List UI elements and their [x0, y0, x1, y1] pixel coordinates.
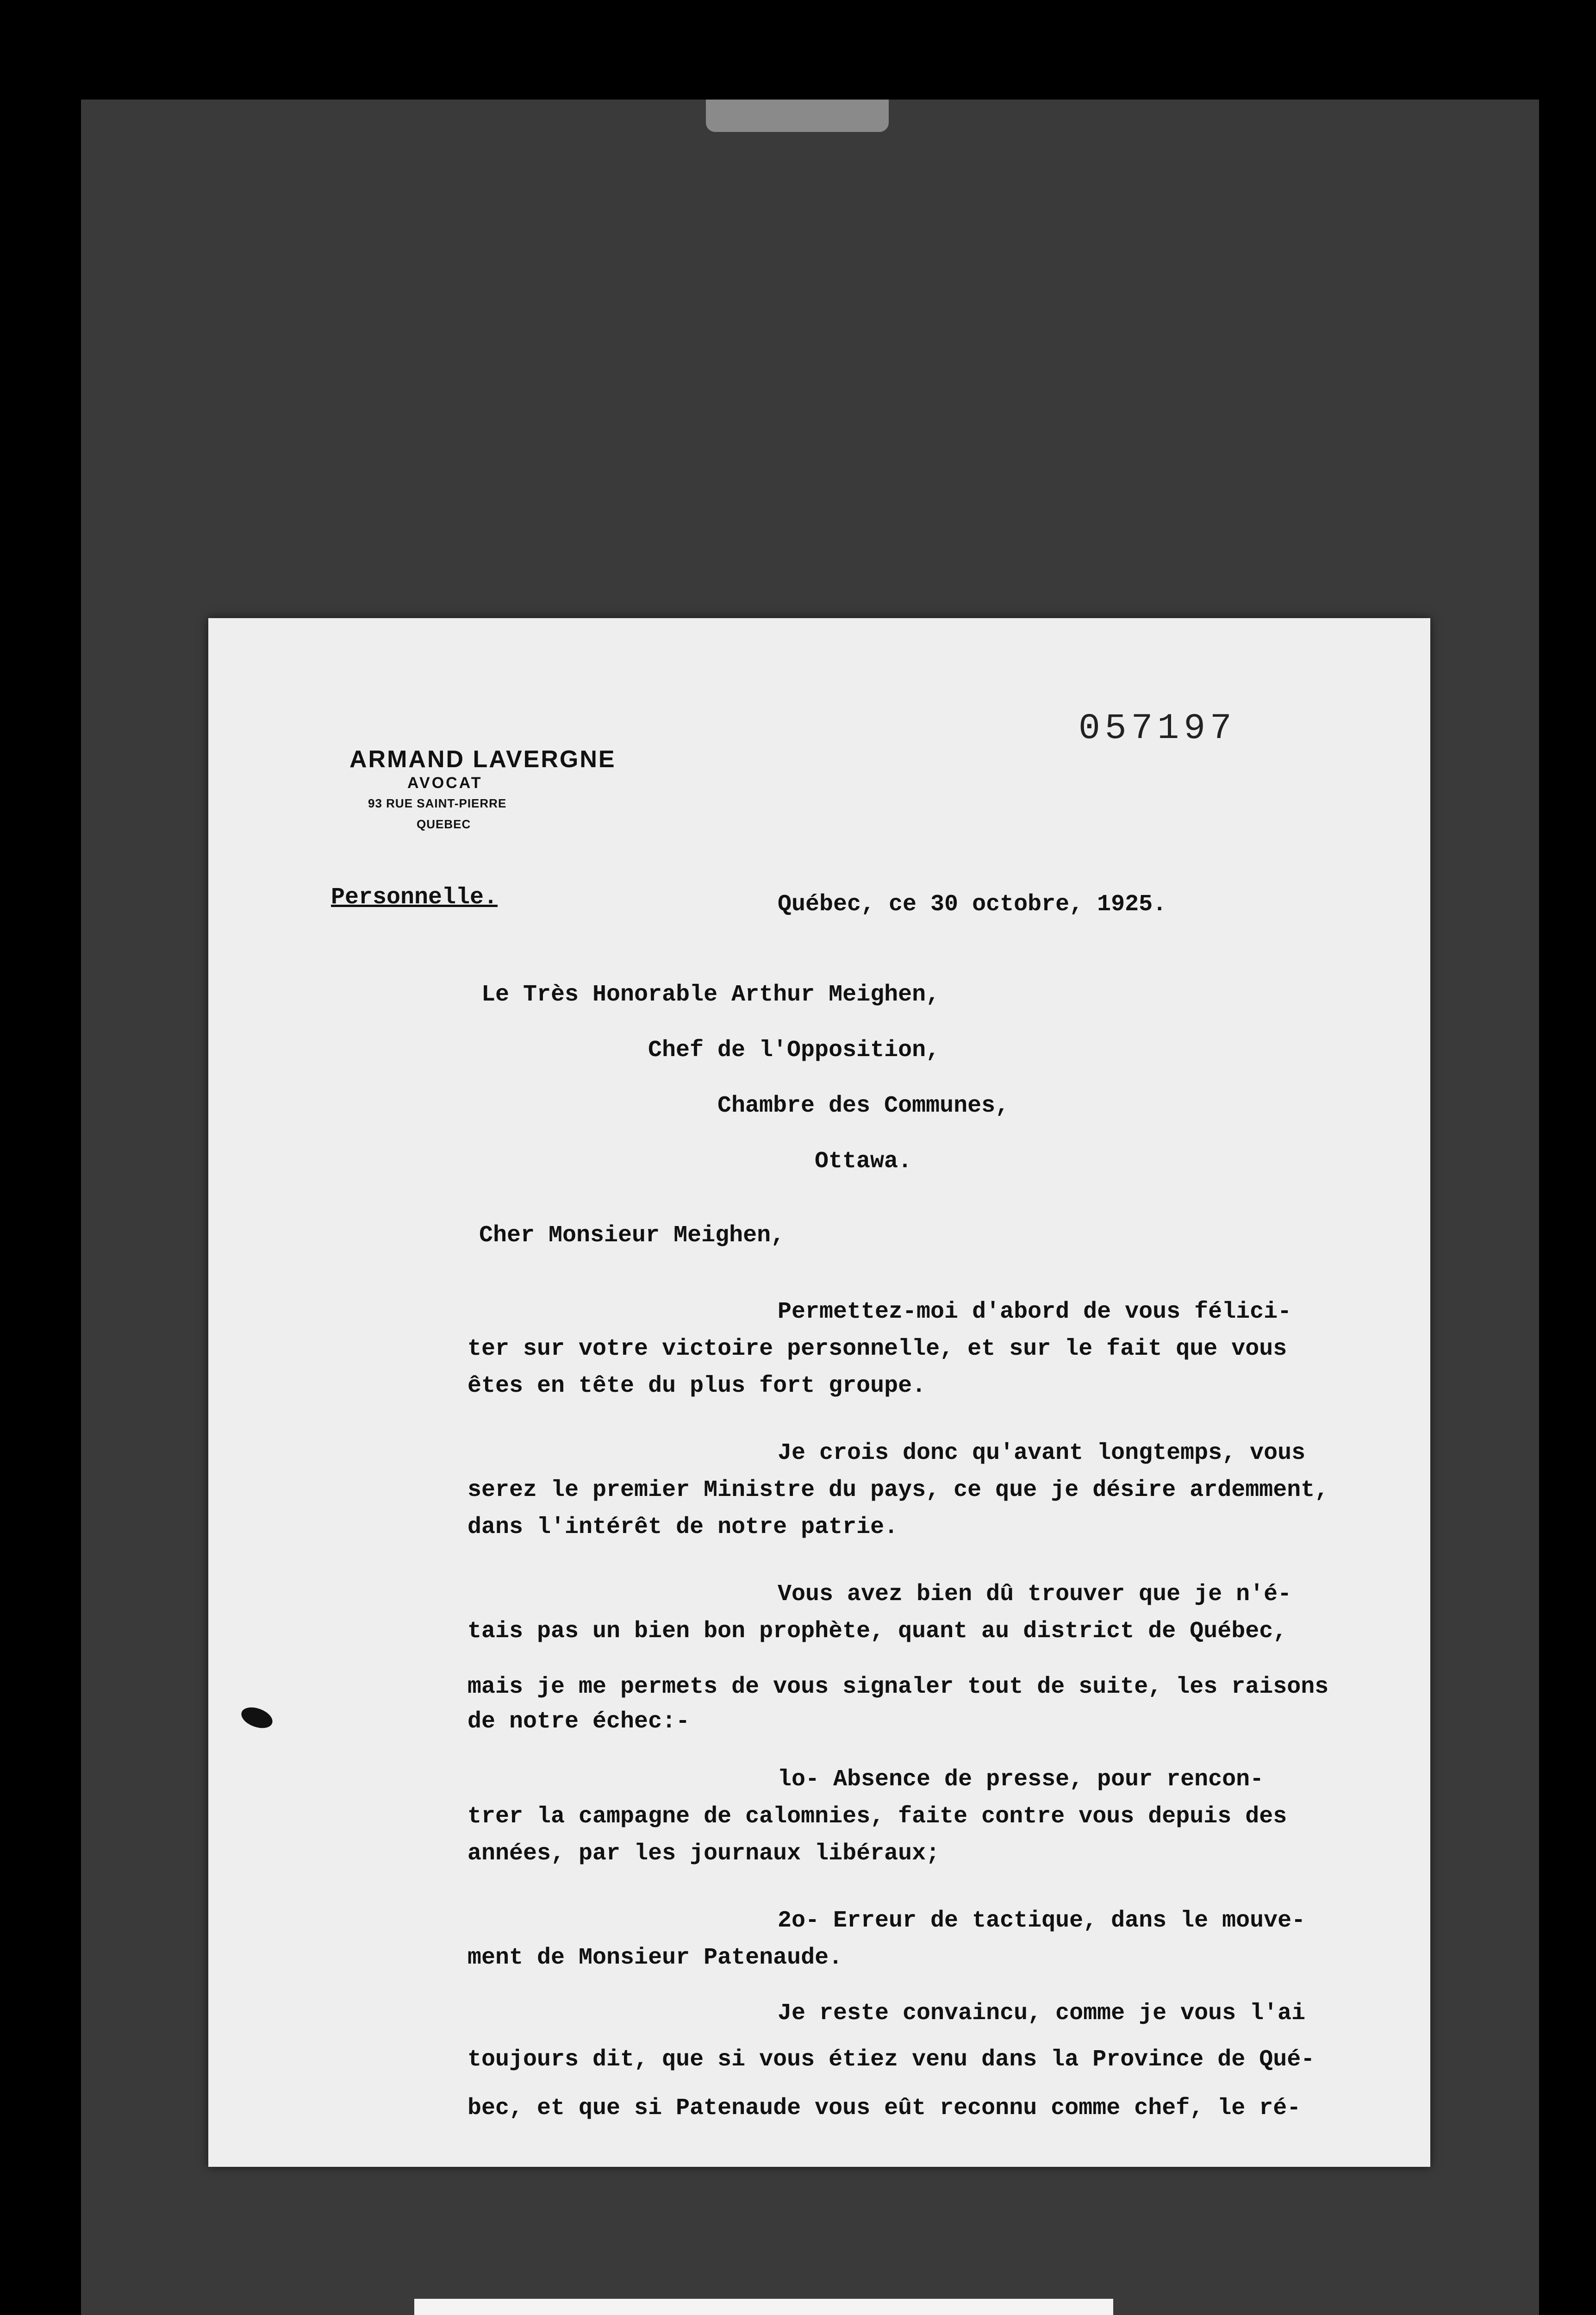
- body-line: mais je me permets de vous signaler tout de suite, les raisons: [468, 1674, 1329, 1700]
- body-line: de notre échec:-: [468, 1708, 690, 1735]
- personal-marking: Personnelle.: [331, 884, 498, 911]
- body-line: Je crois donc qu'avant longtemps, vous: [778, 1440, 1306, 1466]
- document-number: 057197: [1079, 708, 1236, 749]
- archive-label: [414, 2299, 1113, 2315]
- place-date: Québec, ce 30 octobre, 1925.: [778, 891, 1167, 918]
- body-line: Vous avez bien dû trouver que je n'é-: [778, 1581, 1292, 1608]
- addressee-line: Le Très Honorable Arthur Meighen,: [481, 982, 940, 1008]
- body-line: 2o- Erreur de tactique, dans le mouve-: [778, 1908, 1306, 1934]
- body-line: lo- Absence de presse, pour rencon-: [778, 1766, 1264, 1793]
- letterhead-city: QUEBEC: [417, 817, 471, 831]
- letterhead-title: AVOCAT: [407, 774, 483, 792]
- body-line: toujours dit, que si vous étiez venu dans la Province de Qué-: [468, 2046, 1315, 2073]
- letterhead-name: ARMAND LAVERGNE: [349, 746, 616, 773]
- body-line: Permettez-moi d'abord de vous félici-: [778, 1299, 1292, 1325]
- body-line: êtes en tête du plus fort groupe.: [468, 1373, 926, 1399]
- body-line: ter sur votre victoire personnelle, et sur le fait que vous: [468, 1336, 1287, 1362]
- body-line: trer la campagne de calomnies, faite contre vous depuis des: [468, 1803, 1287, 1830]
- body-line: dans l'intérêt de notre patrie.: [468, 1514, 898, 1540]
- body-line: années, par les journaux libéraux;: [468, 1840, 940, 1867]
- paper-clip: [706, 100, 889, 132]
- addressee-line: Chambre des Communes,: [717, 1093, 1010, 1119]
- addressee-line: Chef de l'Opposition,: [648, 1037, 940, 1064]
- addressee-line: Ottawa.: [815, 1148, 912, 1175]
- body-line: tais pas un bien bon prophète, quant au district de Québec,: [468, 1618, 1287, 1645]
- body-line: serez le premier Ministre du pays, ce que je désire ardemment,: [468, 1477, 1329, 1503]
- letter-page: [208, 618, 1430, 2167]
- body-line: Je reste convaincu, comme je vous l'ai: [778, 2000, 1306, 2027]
- body-line: bec, et que si Patenaude vous eût reconnu comme chef, le ré-: [468, 2095, 1301, 2121]
- letterhead-address: 93 RUE SAINT-PIERRE: [368, 796, 507, 810]
- body-line: ment de Monsieur Patenaude.: [468, 1945, 843, 1971]
- salutation: Cher Monsieur Meighen,: [479, 1222, 785, 1249]
